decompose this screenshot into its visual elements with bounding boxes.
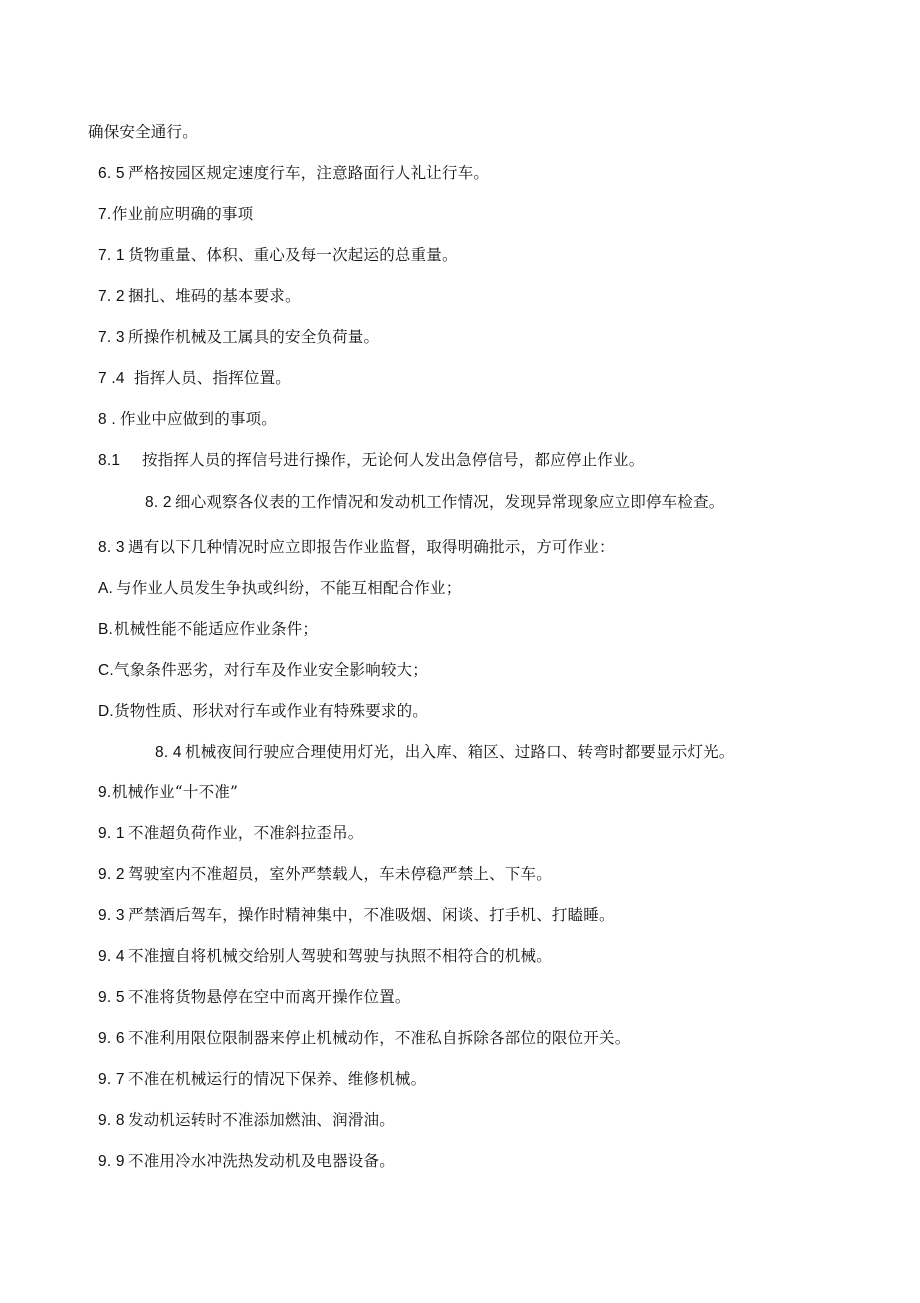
line-7-2 [98, 286, 301, 307]
line-number: D. [98, 703, 114, 720]
line-number: 9. 7 [98, 1071, 125, 1088]
line-text: 与作业人员发生争执或纠纷，不能互相配合作业； [116, 579, 462, 597]
line-number: 7. [98, 206, 112, 223]
line-8-4 [155, 742, 735, 763]
line-text: 机械性能不能适应作业条件； [114, 620, 319, 638]
line-9-7 [98, 1069, 426, 1090]
line-number: B. [98, 621, 114, 638]
line-number: 9. 4 [98, 948, 125, 965]
line-number: 9. [98, 784, 112, 801]
line-number: A. [98, 580, 114, 597]
line-text: 不准将货物悬停在空中而离开操作位置。 [128, 988, 411, 1006]
line-number: 7. 3 [98, 329, 125, 346]
line-number: 9. 2 [98, 866, 125, 883]
line-text: 严禁酒后驾车，操作时精神集中，不准吸烟、闲谈、打手机、打瞌睡。 [128, 906, 615, 924]
line-continuation [88, 122, 198, 142]
line-9-2 [98, 864, 552, 885]
line-number: 9. 9 [98, 1153, 125, 1170]
line-text: 确保安全通行。 [88, 123, 198, 141]
line-a [98, 578, 461, 599]
line-9-1 [98, 823, 364, 844]
line-number: 8 . [98, 411, 116, 428]
line-text: 捆扎、堆码的基本要求。 [128, 287, 301, 305]
line-8 [98, 409, 277, 430]
line-number: 8. 4 [155, 744, 182, 761]
line-number: 7 .4 [98, 370, 125, 387]
line-8-1 [98, 450, 644, 471]
line-number: C. [98, 662, 114, 679]
line-text: 遇有以下几种情况时应立即报告作业监督，取得明确批示，方可作业： [128, 538, 615, 556]
line-text: 按指挥人员的挥信号进行操作，无论何人发出急停信号，都应停止作业。 [142, 451, 645, 469]
line-text: 不准擅自将机械交给别人驾驶和驾驶与执照不相符合的机械。 [128, 947, 552, 965]
line-d [98, 701, 428, 722]
line-number: 7. 2 [98, 288, 125, 305]
line-number: 8. 3 [98, 539, 125, 556]
line-text: 细心观察各仪表的工作情况和发动机工作情况，发现异常现象应立即停车检查。 [175, 493, 725, 511]
line-c [98, 660, 428, 681]
line-number: 9. 6 [98, 1030, 125, 1047]
line-text: 机械作业“十不准” [112, 783, 239, 801]
line-number: 9. 8 [98, 1112, 125, 1129]
line-number: 9. 5 [98, 989, 125, 1006]
line-number: 9. 1 [98, 825, 125, 842]
line-text: 指挥人员、指挥位置。 [134, 369, 292, 387]
line-8-2 [145, 492, 725, 513]
line-text: 不准利用限位限制器来停止机械动作，不准私自拆除各部位的限位开关。 [128, 1029, 631, 1047]
line-number: 8. 2 [145, 494, 172, 511]
line-text: 发动机运转时不准添加燃油、润滑油。 [128, 1111, 395, 1129]
line-9-3 [98, 905, 615, 926]
line-9 [98, 782, 238, 803]
line-9-4 [98, 946, 552, 967]
line-8-3 [98, 537, 615, 558]
line-text: 作业中应做到的事项。 [120, 410, 278, 428]
line-number: 9. 3 [98, 907, 125, 924]
line-text: 机械夜间行驶应合理使用灯光，出入库、箱区、过路口、转弯时都要显示灯光。 [185, 743, 735, 761]
line-text: 所操作机械及工属具的安全负荷量。 [128, 328, 380, 346]
line-text: 作业前应明确的事项 [112, 205, 254, 223]
line-7 [98, 204, 253, 225]
line-text: 严格按园区规定速度行车，注意路面行人礼让行车。 [128, 164, 490, 182]
line-9-5 [98, 987, 411, 1008]
line-number: 6. 5 [98, 165, 125, 182]
line-text: 货物重量、体积、重心及每一次起运的总重量。 [128, 246, 458, 264]
line-number: 7. 1 [98, 247, 125, 264]
line-7-3 [98, 327, 379, 348]
line-9-8 [98, 1110, 395, 1131]
line-7-4 [98, 368, 291, 389]
line-text: 不准在机械运行的情况下保养、维修机械。 [128, 1070, 427, 1088]
line-text: 气象条件恶劣，对行车及作业安全影响较大； [114, 661, 429, 679]
line-number: 8.1 [98, 452, 121, 469]
line-text: 驾驶室内不准超员，室外严禁载人，车未停稳严禁上、下车。 [128, 865, 552, 883]
line-b [98, 619, 318, 640]
line-text: 货物性质、形状对行车或作业有特殊要求的。 [114, 702, 429, 720]
line-7-1 [98, 245, 458, 266]
line-9-6 [98, 1028, 630, 1049]
line-text: 不准用冷水冲洗热发动机及电器设备。 [128, 1152, 395, 1170]
line-6-5 [98, 163, 489, 184]
line-text: 不准超负荷作业，不准斜拉歪吊。 [128, 824, 364, 842]
line-9-9 [98, 1151, 395, 1172]
